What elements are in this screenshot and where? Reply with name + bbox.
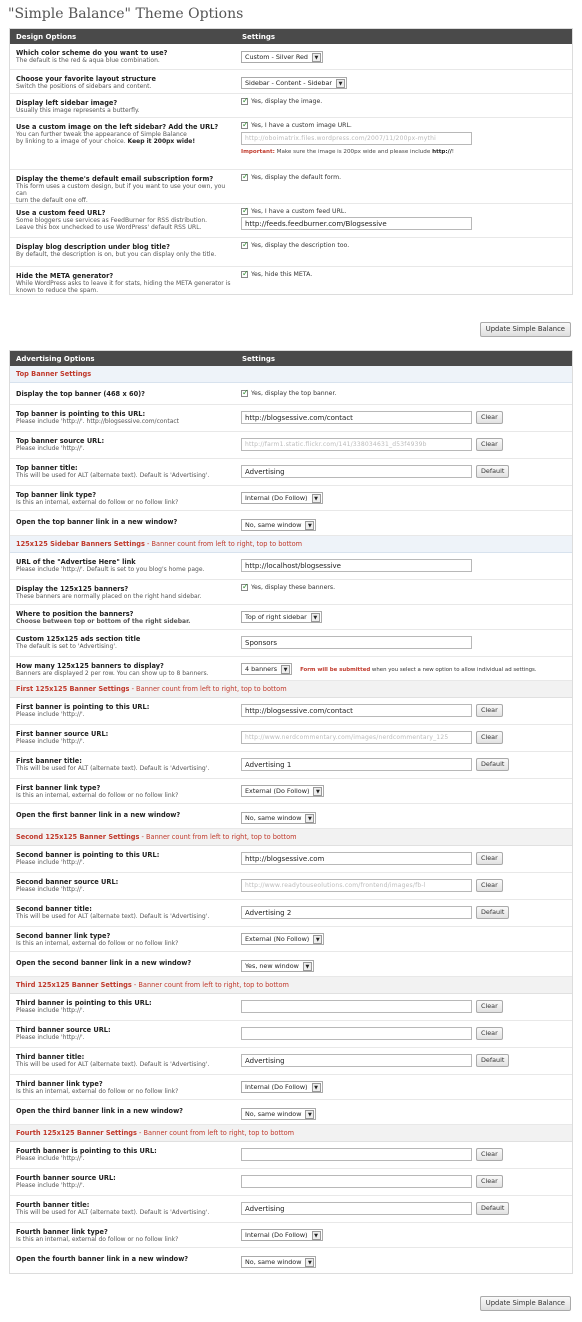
top-banner-source-row xyxy=(10,432,572,459)
sidebar-banners-display-desc: These banners are normally placed on the right hand sidebar. xyxy=(16,593,202,600)
default-button[interactable]: Default xyxy=(476,758,509,771)
custom-image-warning: Important: Make sure the image is 200px wide and please include http://! xyxy=(241,149,455,155)
email-form-label: Display the theme's default email subscription form? xyxy=(16,175,214,183)
chevron-down-icon: ▼ xyxy=(305,1110,314,1119)
clear-button[interactable]: Clear xyxy=(476,704,503,717)
banner-count-select[interactable]: 4 banners ▼ xyxy=(241,663,292,675)
fourth-banner-window-row xyxy=(10,1248,572,1273)
first-banner-title-row xyxy=(10,752,572,779)
custom-image-desc: You can further tweak the appearance of Simple Balance xyxy=(16,131,187,138)
fourth-banner-url-row xyxy=(10,1142,572,1169)
layout-row xyxy=(10,70,572,94)
second-banner-title-desc: This will be used for ALT (alternate text). Default is 'Advertising'. xyxy=(16,913,210,920)
custom-feed-desc: Some bloggers use services as FeedBurner for RSS distribution. xyxy=(16,217,208,224)
design-options-header xyxy=(10,29,572,44)
sidebar-banners-heading: 125x125 Sidebar Banners Settings - Banner count from left to right, top to bottom xyxy=(10,536,572,553)
fourth-banner-heading: Fourth 125x125 Banner Settings - Banner count from left to right, top to bottom xyxy=(10,1125,572,1142)
meta-generator-desc: While WordPress asks to leave it for stats, hiding the META generator is xyxy=(16,280,231,287)
clear-button[interactable]: Clear xyxy=(476,1000,503,1013)
design-settings-col-label: Settings xyxy=(242,32,276,41)
custom-image-url-input[interactable]: http://oboimatrix.files.wordpress.com/2007/11/200px-mythi xyxy=(241,132,472,145)
email-form-row xyxy=(10,170,572,204)
custom-feed-check-label: Yes, I have a custom feed URL. xyxy=(251,208,347,215)
custom-section-title-label: Custom 125x125 ads section title xyxy=(16,635,141,643)
second-banner-url-desc: Please include 'http://'. xyxy=(16,859,85,866)
first-banner-title-input[interactable]: Advertising 1 xyxy=(241,758,472,771)
banner-count-label: How many 125x125 banners to display? xyxy=(16,662,164,670)
third-banner-source-row xyxy=(10,1021,572,1048)
first-banner-title-label: First banner title: xyxy=(16,757,82,765)
first-banner-url-row xyxy=(10,698,572,725)
email-form-check-label: Yes, display the default form. xyxy=(251,174,342,181)
fourth-banner-title-desc: This will be used for ALT (alternate text). Default is 'Advertising'. xyxy=(16,1209,210,1216)
chevron-down-icon: ▼ xyxy=(313,935,322,944)
left-image-check-label: Yes, display the image. xyxy=(251,98,323,105)
second-banner-heading: Second 125x125 Banner Settings - Banner count from left to right, top to bottom xyxy=(10,829,572,846)
left-image-row xyxy=(10,94,572,118)
third-banner-url-desc: Please include 'http://'. xyxy=(16,1007,85,1014)
top-banner-url-input[interactable]: http://blogsessive.com/contact xyxy=(241,411,472,424)
layout-desc: Switch the positions of sidebars and content. xyxy=(16,83,152,90)
design-options-table xyxy=(9,28,573,295)
custom-feed-label: Use a custom feed URL? xyxy=(16,209,106,217)
third-banner-title-input[interactable]: Advertising xyxy=(241,1054,472,1067)
top-banner-type-label: Top banner link type? xyxy=(16,491,97,499)
banner-position-row xyxy=(10,605,572,630)
color-scheme-desc: The default is the red & aqua blue combination. xyxy=(16,57,160,64)
blog-description-desc: By default, the description is on, but you can display only the title. xyxy=(16,251,217,258)
third-banner-window-label: Open the third banner link in a new window? xyxy=(16,1107,184,1115)
fourth-banner-type-label: Fourth banner link type? xyxy=(16,1228,108,1236)
email-form-desc: This form uses a custom design, but if you want to use your own, you can xyxy=(16,183,226,197)
fourth-banner-type-row xyxy=(10,1223,572,1248)
meta-generator-label: Hide the META generator? xyxy=(16,272,114,280)
advertise-here-row xyxy=(10,553,572,580)
third-banner-source-desc: Please include 'http://'. xyxy=(16,1034,85,1041)
third-banner-url-label: Third banner is pointing to this URL: xyxy=(16,999,152,1007)
left-image-label: Display left sidebar image? xyxy=(16,99,118,107)
meta-generator-check-label: Yes, hide this META. xyxy=(251,271,313,278)
top-banner-display-row xyxy=(10,383,572,405)
chevron-down-icon: ▼ xyxy=(312,1083,321,1092)
clear-button[interactable]: Clear xyxy=(476,879,503,892)
color-scheme-select[interactable]: Custom - Silver Red ▼ xyxy=(241,51,323,63)
fourth-banner-title-input[interactable]: Advertising xyxy=(241,1202,472,1215)
top-banner-title-row xyxy=(10,459,572,486)
third-banner-type-label: Third banner link type? xyxy=(16,1080,103,1088)
sidebar-banners-display-label: Display the 125x125 banners? xyxy=(16,585,129,593)
advertising-options-table xyxy=(9,350,573,1274)
custom-feed-row xyxy=(10,204,572,238)
custom-section-title-input[interactable]: Sponsors xyxy=(241,636,472,649)
top-banner-check-label: Yes, display the top banner. xyxy=(251,390,337,397)
custom-image-label: Use a custom image on the left sidebar? Add the URL? xyxy=(16,123,219,131)
advertise-here-label: URL of the "Advertise Here" link xyxy=(16,558,136,566)
update-button-bottom[interactable]: Update Simple Balance xyxy=(480,1296,571,1311)
sidebar-banners-check-label: Yes, display these banners. xyxy=(251,584,336,591)
third-banner-type-desc: Is this an internal, external do follow or no follow link? xyxy=(16,1088,179,1095)
chevron-down-icon: ▼ xyxy=(312,53,321,62)
top-banner-url-row xyxy=(10,405,572,432)
first-banner-url-desc: Please include 'http://'. xyxy=(16,711,85,718)
left-image-desc: Usually this image represents a butterfly. xyxy=(16,107,140,114)
second-banner-url-input[interactable]: http://blogsessive.com xyxy=(241,852,472,865)
email-form-checkbox[interactable] xyxy=(241,174,248,181)
advertise-here-input[interactable]: http://localhost/blogsessive xyxy=(241,559,472,572)
advertise-here-desc: Please include 'http://'. Default is set to you blog's home page. xyxy=(16,566,205,573)
first-banner-title-desc: This will be used for ALT (alternate text). Default is 'Advertising'. xyxy=(16,765,210,772)
clear-button[interactable]: Clear xyxy=(476,438,503,451)
first-banner-type-label: First banner link type? xyxy=(16,784,101,792)
custom-image-row xyxy=(10,118,572,170)
chevron-down-icon: ▼ xyxy=(305,1258,314,1267)
second-banner-title-row xyxy=(10,900,572,927)
top-banner-title-label: Top banner title: xyxy=(16,464,78,472)
page-title: "Simple Balance" Theme Options xyxy=(8,6,244,22)
top-banner-window-label: Open the top banner link in a new window? xyxy=(16,518,178,526)
third-banner-window-row xyxy=(10,1100,572,1125)
third-banner-source-label: Third banner source URL: xyxy=(16,1026,111,1034)
clear-button[interactable]: Clear xyxy=(476,1027,503,1040)
second-banner-source-row xyxy=(10,873,572,900)
clear-button[interactable]: Clear xyxy=(476,1175,503,1188)
third-banner-type-row xyxy=(10,1075,572,1100)
meta-generator-row xyxy=(10,267,572,294)
advertising-options-col-label: Advertising Options xyxy=(16,354,95,363)
custom-section-title-desc: The default is set to 'Advertising'. xyxy=(16,643,117,650)
custom-feed-url-input[interactable]: http://feeds.feedburner.com/Blogsessive xyxy=(241,217,472,230)
chevron-down-icon: ▼ xyxy=(305,521,314,530)
clear-button[interactable]: Clear xyxy=(476,1148,503,1161)
chevron-down-icon: ▼ xyxy=(312,1231,321,1240)
chevron-down-icon: ▼ xyxy=(312,494,321,503)
top-banner-source-label: Top banner source URL: xyxy=(16,437,105,445)
second-banner-type-select[interactable]: External (No Follow) ▼ xyxy=(241,933,324,945)
first-banner-type-select[interactable]: External (Do Follow) ▼ xyxy=(241,785,324,797)
fourth-banner-title-label: Fourth banner title: xyxy=(16,1201,90,1209)
default-button[interactable]: Default xyxy=(476,906,509,919)
advertising-options-header xyxy=(10,351,572,366)
second-banner-type-row xyxy=(10,927,572,952)
second-banner-title-label: Second banner title: xyxy=(16,905,92,913)
second-banner-url-row xyxy=(10,846,572,873)
fourth-banner-source-desc: Please include 'http://'. xyxy=(16,1182,85,1189)
third-banner-title-label: Third banner title: xyxy=(16,1053,85,1061)
first-banner-window-label: Open the first banner link in a new window? xyxy=(16,811,181,819)
color-scheme-label: Which color scheme do you want to use? xyxy=(16,49,168,57)
blog-description-row xyxy=(10,238,572,267)
fourth-banner-source-row xyxy=(10,1169,572,1196)
top-banner-source-desc: Please include 'http://'. xyxy=(16,445,85,452)
third-banner-title-desc: This will be used for ALT (alternate text). Default is 'Advertising'. xyxy=(16,1061,210,1068)
sidebar-banners-display-row xyxy=(10,580,572,605)
advertising-settings-col-label: Settings xyxy=(242,354,276,363)
email-form-desc-2: turn the default one off. xyxy=(16,197,88,204)
chevron-down-icon: ▼ xyxy=(305,814,314,823)
color-scheme-row xyxy=(10,44,572,70)
first-banner-type-row xyxy=(10,779,572,804)
second-banner-source-input[interactable]: http://www.readytouseolutions.com/frontend/images/fb-l xyxy=(241,879,472,892)
clear-button[interactable]: Clear xyxy=(476,411,503,424)
top-banner-window-select[interactable]: No, same window ▼ xyxy=(241,519,316,531)
fourth-banner-url-input[interactable] xyxy=(241,1148,472,1161)
first-banner-window-row xyxy=(10,804,572,829)
chevron-down-icon: ▼ xyxy=(313,787,322,796)
banner-count-row xyxy=(10,657,572,681)
banner-count-note: Form will be submitted when you select a new option to allow individual ad settings. xyxy=(300,667,537,673)
clear-button[interactable]: Clear xyxy=(476,731,503,744)
third-banner-url-row xyxy=(10,994,572,1021)
update-button-top[interactable]: Update Simple Balance xyxy=(480,322,571,337)
top-banner-display-label: Display the top banner (468 x 60)? xyxy=(16,390,146,398)
top-banner-type-desc: Is this an internal, external do follow or no follow link? xyxy=(16,499,179,506)
fourth-banner-url-desc: Please include 'http://'. xyxy=(16,1155,85,1162)
fourth-banner-source-input[interactable] xyxy=(241,1175,472,1188)
default-button[interactable]: Default xyxy=(476,1054,509,1067)
top-banner-window-row xyxy=(10,511,572,536)
second-banner-window-label: Open the second banner link in a new window? xyxy=(16,959,192,967)
second-banner-window-select[interactable]: Yes, new window ▼ xyxy=(241,960,314,972)
meta-generator-checkbox[interactable] xyxy=(241,271,248,278)
banner-position-label: Where to position the banners? xyxy=(16,610,134,618)
third-banner-title-row xyxy=(10,1048,572,1075)
second-banner-title-input[interactable]: Advertising 2 xyxy=(241,906,472,919)
first-banner-url-input[interactable]: http://blogsessive.com/contact xyxy=(241,704,472,717)
third-banner-source-input[interactable] xyxy=(241,1027,472,1040)
design-options-col-label: Design Options xyxy=(16,32,77,41)
blog-description-checkbox[interactable] xyxy=(241,242,248,249)
second-banner-type-desc: Is this an internal, external do follow or no follow link? xyxy=(16,940,179,947)
fourth-banner-window-label: Open the fourth banner link in a new window? xyxy=(16,1255,189,1263)
chevron-down-icon: ▼ xyxy=(311,613,320,622)
chevron-down-icon: ▼ xyxy=(303,962,312,971)
custom-image-check-label: Yes, I have a custom image URL. xyxy=(251,122,352,129)
third-banner-window-select[interactable]: No, same window ▼ xyxy=(241,1108,316,1120)
banner-position-select[interactable]: Top of right sidebar ▼ xyxy=(241,611,322,623)
third-banner-heading: Third 125x125 Banner Settings - Banner count from left to right, top to bottom xyxy=(10,977,572,994)
top-banner-url-label: Top banner is pointing to this URL: xyxy=(16,410,146,418)
chevron-down-icon: ▼ xyxy=(281,665,290,674)
fourth-banner-url-label: Fourth banner is pointing to this URL: xyxy=(16,1147,157,1155)
first-banner-source-label: First banner source URL: xyxy=(16,730,109,738)
layout-select[interactable]: Sidebar - Content - Sidebar ▼ xyxy=(241,77,347,89)
second-banner-source-desc: Please include 'http://'. xyxy=(16,886,85,893)
default-button[interactable]: Default xyxy=(476,1202,509,1215)
top-banner-type-row xyxy=(10,486,572,511)
left-image-checkbox[interactable] xyxy=(241,98,248,105)
custom-image-desc-2: by linking to a image of your choice. Keep it 200px wide! xyxy=(16,138,196,145)
custom-feed-checkbox[interactable] xyxy=(241,208,248,215)
first-banner-url-label: First banner is pointing to this URL: xyxy=(16,703,150,711)
default-button[interactable]: Default xyxy=(476,465,509,478)
fourth-banner-type-select[interactable]: Internal (Do Follow) ▼ xyxy=(241,1229,323,1241)
top-banner-title-input[interactable]: Advertising xyxy=(241,465,472,478)
custom-section-title-row xyxy=(10,630,572,657)
top-banner-title-desc: This will be used for ALT (alternate text). Default is 'Advertising'. xyxy=(16,472,210,479)
clear-button[interactable]: Clear xyxy=(476,852,503,865)
fourth-banner-title-row xyxy=(10,1196,572,1223)
first-banner-source-desc: Please include 'http://'. xyxy=(16,738,85,745)
chevron-down-icon: ▼ xyxy=(336,79,345,88)
top-banner-settings-heading: Top Banner Settings xyxy=(10,366,572,383)
top-banner-source-input[interactable]: http://farm1.static.flickr.com/141/338034631_d53f4939b xyxy=(241,438,472,451)
fourth-banner-source-label: Fourth banner source URL: xyxy=(16,1174,116,1182)
custom-feed-desc-2: Leave this box unchecked to use WordPress' default RSS URL. xyxy=(16,224,202,231)
second-banner-url-label: Second banner is pointing to this URL: xyxy=(16,851,160,859)
fourth-banner-type-desc: Is this an internal, external do follow or no follow link? xyxy=(16,1236,179,1243)
banner-position-desc: Choose between top or bottom of the right sidebar. xyxy=(16,618,191,625)
custom-image-checkbox[interactable] xyxy=(241,122,248,129)
second-banner-source-label: Second banner source URL: xyxy=(16,878,119,886)
top-banner-type-select[interactable]: Internal (Do Follow) ▼ xyxy=(241,492,323,504)
meta-generator-desc-2: known to reduce the spam. xyxy=(16,287,99,294)
first-banner-source-row xyxy=(10,725,572,752)
second-banner-type-label: Second banner link type? xyxy=(16,932,111,940)
first-banner-heading: First 125x125 Banner Settings - Banner count from left to right, top to bottom xyxy=(10,681,572,698)
sidebar-banners-checkbox[interactable] xyxy=(241,584,248,591)
first-banner-window-select[interactable]: No, same window ▼ xyxy=(241,812,316,824)
third-banner-type-select[interactable]: Internal (Do Follow) ▼ xyxy=(241,1081,323,1093)
third-banner-url-input[interactable] xyxy=(241,1000,472,1013)
fourth-banner-window-select[interactable]: No, same window ▼ xyxy=(241,1256,316,1268)
banner-blocks xyxy=(10,681,572,1273)
layout-label: Choose your favorite layout structure xyxy=(16,75,156,83)
top-banner-checkbox[interactable] xyxy=(241,390,248,397)
blog-description-label: Display blog description under blog title? xyxy=(16,243,170,251)
first-banner-type-desc: Is this an internal, external do follow or no follow link? xyxy=(16,792,179,799)
top-banner-url-desc: Please include 'http://'. http://blogsessive.com/contact xyxy=(16,418,180,425)
blog-description-check-label: Yes, display the description too. xyxy=(251,242,350,249)
banner-count-desc: Banners are displayed 2 per row. You can show up to 8 banners. xyxy=(16,670,209,677)
first-banner-source-input[interactable]: http://www.nerdcommentary.com/images/nerdcommentary_125 xyxy=(241,731,472,744)
second-banner-window-row xyxy=(10,952,572,977)
